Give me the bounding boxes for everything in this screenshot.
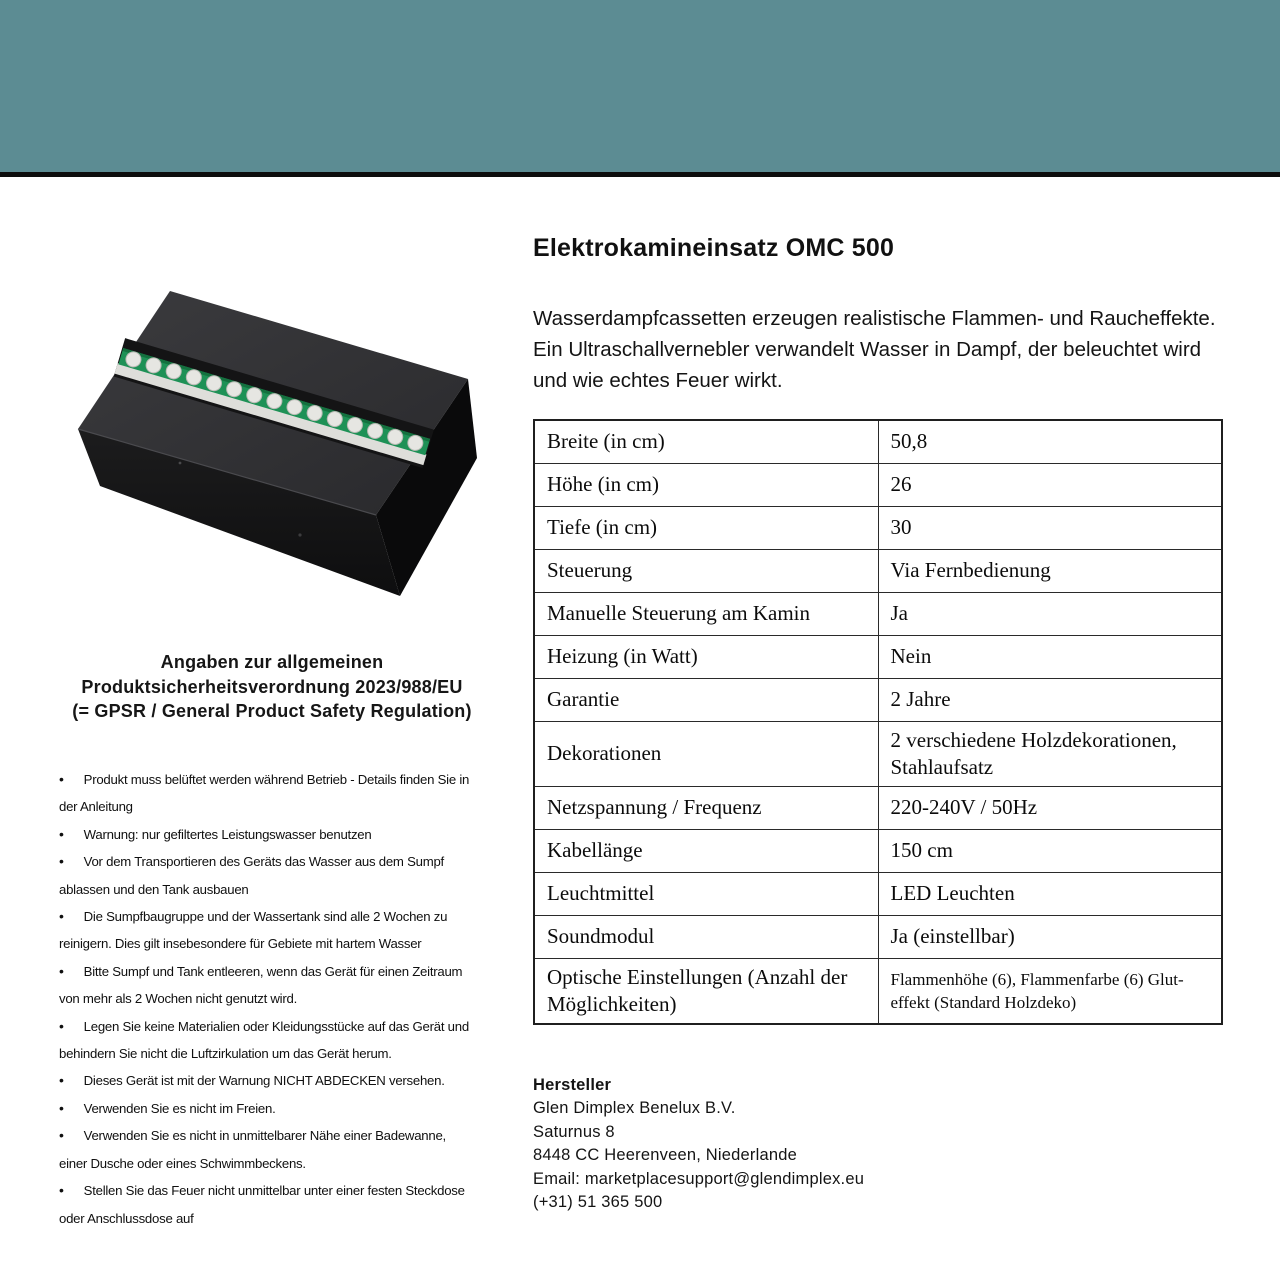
product-title: Elektrokamineinsatz OMC 500: [533, 234, 895, 262]
spec-value: 150 cm: [878, 829, 1222, 872]
gpsr-bullet: • Stellen Sie das Feuer nicht unmittelbar unter einer festen Steckdose oder Anschlussdose auf: [59, 1177, 476, 1232]
specs-table: [533, 419, 1223, 1025]
gpsr-bullet: • Verwenden Sie es nicht im Freien.: [59, 1095, 476, 1122]
spec-value: 30: [878, 506, 1222, 549]
gpsr-bullet: • Produkt muss belüftet werden während Betrieb - Details finden Sie in der Anleitung: [59, 766, 476, 821]
spec-label: Garantie: [534, 678, 878, 721]
product-intro: Wasserdampfcassetten erzeugen realistische Flammen- und Raucheffekte. Ein Ultraschallvernebler verwandelt Wasser in Dampf, der beleuchtet wird und wie echtes Feuer wirkt.: [533, 307, 1216, 392]
spec-label: Heizung (in Watt): [534, 635, 878, 678]
gpsr-heading-line: Angaben zur allgemeinen: [160, 652, 384, 672]
gpsr-bullet: • Bitte Sumpf und Tank entleeren, wenn das Gerät für einen Zeitraum von mehr als 2 Wochen nicht genutzt wird.: [59, 958, 476, 1013]
manufacturer-block: [533, 1074, 1013, 1214]
spec-row: [534, 549, 1222, 592]
header-band: [0, 0, 1280, 172]
gpsr-heading-line: Produktsicherheitsverordnung 2023/988/EU: [81, 676, 463, 697]
gpsr-heading: [28, 650, 516, 724]
spec-label: Manuelle Steuerung am Kamin: [534, 592, 878, 635]
header-divider: [0, 172, 1280, 177]
gpsr-bullet: • Legen Sie keine Materialien oder Kleidungsstücke auf das Gerät und behindern Sie nicht die Luftzirkulation um das Gerät herum.: [59, 1013, 476, 1068]
spec-row: [534, 678, 1222, 721]
manufacturer-city: 8448 CC Heerenveen, Niederlande: [533, 1146, 797, 1165]
spec-label: Tiefe (in cm): [534, 506, 878, 549]
manufacturer-email: Email: marketplacesupport@glendimplex.eu: [533, 1169, 865, 1188]
gpsr-bullet: • Verwenden Sie es nicht in unmittelbarer Nähe einer Badewanne, einer Dusche oder eines Schwimmbeckens.: [59, 1122, 476, 1177]
manufacturer-heading: Hersteller: [533, 1076, 612, 1094]
spec-label: Dekorationen: [534, 721, 878, 786]
spec-value: 50,8: [878, 420, 1222, 463]
manufacturer-street: Saturnus 8: [533, 1122, 615, 1141]
spec-row: [534, 506, 1222, 549]
gpsr-bullet: • Warnung: nur gefiltertes Leistungswasser benutzen: [59, 821, 476, 848]
gpsr-bullet: • Dieses Gerät ist mit der Warnung NICHT ABDECKEN versehen.: [59, 1067, 476, 1094]
manufacturer-phone: (+31) 51 365 500: [533, 1193, 663, 1212]
spec-row: [534, 592, 1222, 635]
spec-row: [534, 958, 1222, 1024]
spec-row: [534, 915, 1222, 958]
spec-value: Ja (einstellbar): [878, 915, 1222, 958]
gpsr-heading-line: (= GPSR / General Product Safety Regulation): [72, 701, 472, 721]
fireplace-cassette-image: [60, 288, 480, 618]
screw-dot: [298, 533, 301, 536]
spec-row: [534, 721, 1222, 786]
spec-label: Höhe (in cm): [534, 463, 878, 506]
spec-row: [534, 463, 1222, 506]
spec-row: [534, 635, 1222, 678]
spec-label: Soundmodul: [534, 915, 878, 958]
product-photo: [60, 288, 480, 618]
spec-value: 2 verschiedene Holzdekorationen, Stahlaufsatz: [878, 721, 1222, 786]
spec-value: 26: [878, 463, 1222, 506]
spec-row: [534, 829, 1222, 872]
spec-value: LED Leuchten: [878, 872, 1222, 915]
spec-value: Flammenhöhe (6), Flammenfarbe (6) Glut-effekt (Standard Holzdeko): [878, 958, 1222, 1024]
gpsr-bullet: • Die Sumpfbaugruppe und der Wassertank sind alle 2 Wochen zu reinigern. Dies gilt insebesondere für Gebiete mit hartem Wasser: [59, 903, 476, 958]
spec-label: Breite (in cm): [534, 420, 878, 463]
spec-value: Nein: [878, 635, 1222, 678]
spec-row: [534, 872, 1222, 915]
gpsr-bullet: • Vor dem Transportieren des Geräts das Wasser aus dem Sumpf ablassen und den Tank ausbauen: [59, 848, 476, 903]
spec-label: Netzspannung / Frequenz: [534, 786, 878, 829]
spec-row: [534, 420, 1222, 463]
spec-value: 2 Jahre: [878, 678, 1222, 721]
spec-row: [534, 786, 1222, 829]
gpsr-bullet-list: [59, 766, 476, 1232]
spec-label: Optische Einstellungen (Anzahl der Möglichkeiten): [534, 958, 878, 1024]
spec-label: Leuchtmittel: [534, 872, 878, 915]
spec-label: Steuerung: [534, 549, 878, 592]
screw-dot: [179, 462, 182, 465]
spec-value: Ja: [878, 592, 1222, 635]
spec-value: Via Fernbedienung: [878, 549, 1222, 592]
spec-value: 220-240V / 50Hz: [878, 786, 1222, 829]
manufacturer-name: Glen Dimplex Benelux B.V.: [533, 1099, 736, 1118]
spec-label: Kabellänge: [534, 829, 878, 872]
